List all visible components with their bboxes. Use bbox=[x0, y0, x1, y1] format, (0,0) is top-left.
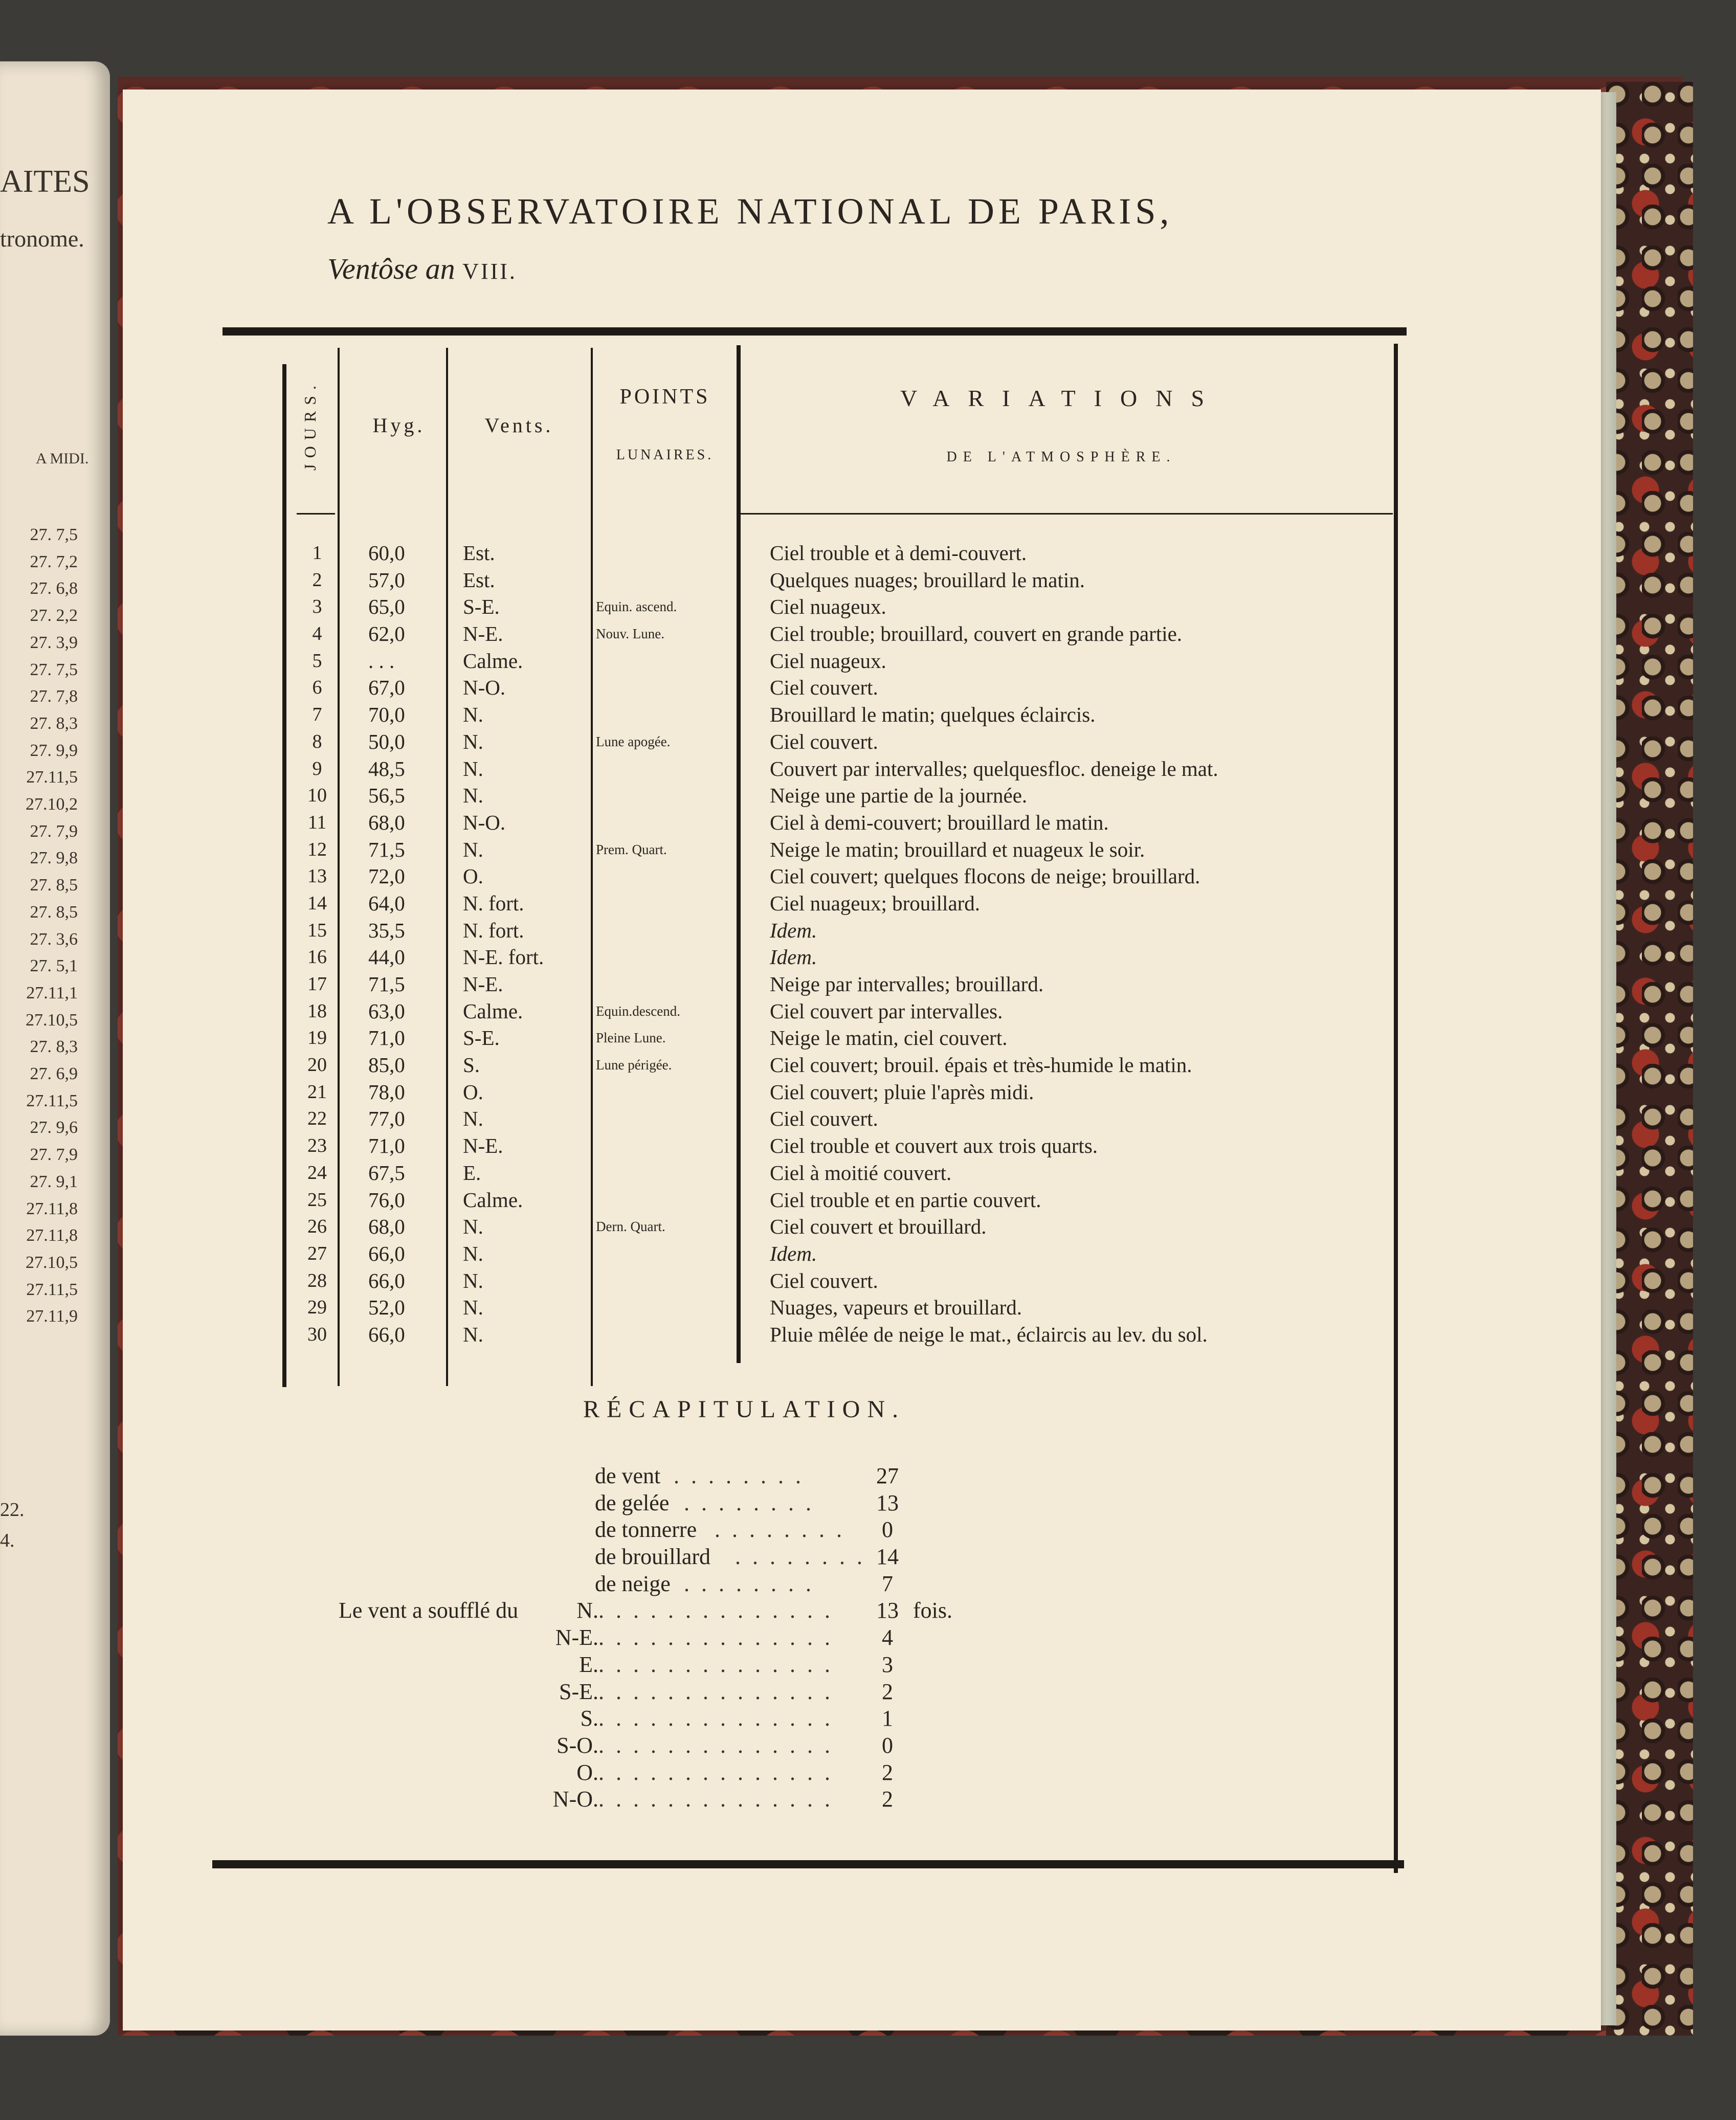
cell-wind: N. bbox=[463, 1215, 483, 1239]
cell-variation: Idem. bbox=[770, 1241, 817, 1265]
cell-lunar-point: Prem. Quart. bbox=[596, 841, 667, 857]
cell-day: 12 bbox=[307, 838, 327, 860]
header-variations: VARIATIONS bbox=[900, 385, 1223, 411]
table-row bbox=[0, 540, 1432, 567]
recap-wind-direction: E. bbox=[579, 1652, 598, 1677]
table-row bbox=[0, 728, 1432, 755]
table-row bbox=[0, 1105, 1432, 1132]
cell-lunar-point: Dern. Quart. bbox=[596, 1219, 665, 1235]
cell-wind: N-E. bbox=[463, 1134, 503, 1158]
cell-hygrometer: 85,0 bbox=[368, 1053, 405, 1077]
recap-wind-direction: N-E. bbox=[555, 1625, 598, 1650]
cell-hygrometer: 67,0 bbox=[368, 676, 405, 700]
cell-day: 3 bbox=[312, 596, 322, 618]
cell-lunar-point: Lune apogée. bbox=[596, 733, 671, 749]
left-page-value: 27. 9,6 bbox=[30, 1118, 78, 1137]
recap-dots: . . . . . . . . . . . . . . bbox=[598, 1732, 833, 1758]
cell-day: 23 bbox=[307, 1135, 327, 1157]
recap-day-line bbox=[0, 1544, 1432, 1571]
marbled-endpaper bbox=[1606, 82, 1693, 2036]
table-row bbox=[0, 809, 1432, 836]
cell-variation: Idem. bbox=[770, 945, 817, 969]
cell-hygrometer: 44,0 bbox=[368, 945, 405, 969]
table-row bbox=[0, 674, 1432, 701]
cell-wind: N. bbox=[463, 1296, 483, 1320]
left-page-value: 27. 3,9 bbox=[30, 633, 78, 652]
cell-variation: Quelques nuages; brouillard le matin. bbox=[770, 568, 1085, 592]
cell-variation: Ciel couvert; brouil. épais et très-humide le matin. bbox=[770, 1053, 1192, 1077]
recap-value: 0 bbox=[882, 1517, 893, 1543]
cell-day: 16 bbox=[307, 946, 327, 968]
cell-lunar-point: Equin. ascend. bbox=[596, 599, 677, 615]
header-atmosphere: DE L'ATMOSPHÈRE. bbox=[946, 449, 1176, 465]
cell-day: 28 bbox=[307, 1269, 327, 1291]
recap-day-line bbox=[0, 1571, 1432, 1598]
cell-lunar-point: Equin.descend. bbox=[596, 1003, 680, 1019]
header-points: POINTS bbox=[619, 385, 710, 409]
recap-value: 27 bbox=[876, 1463, 899, 1488]
recap-title: RÉCAPITULATION. bbox=[583, 1396, 905, 1423]
cell-wind: N-O. bbox=[463, 676, 506, 700]
cell-wind: O. bbox=[463, 1080, 483, 1104]
left-page-value: 27.10,5 bbox=[26, 1010, 78, 1030]
cell-hygrometer: 67,5 bbox=[368, 1161, 405, 1185]
recap-dots: . . . . . . . . bbox=[735, 1544, 865, 1570]
recap-value: 2 bbox=[882, 1759, 893, 1785]
left-page-value: 27. 9,9 bbox=[30, 741, 78, 760]
recap-dots: . . . . . . . . . . . . . . bbox=[598, 1787, 833, 1812]
left-page-value: 27.11,8 bbox=[26, 1226, 78, 1245]
table-row bbox=[0, 593, 1432, 620]
header-vents: Vents. bbox=[484, 414, 554, 437]
recap-wind-line bbox=[0, 1705, 1432, 1732]
cell-wind: N. bbox=[463, 703, 483, 727]
cell-variation: Neige par intervalles; brouillard. bbox=[770, 972, 1044, 996]
cell-day: 26 bbox=[307, 1216, 327, 1238]
cell-day: 24 bbox=[307, 1162, 327, 1184]
recap-value: 4 bbox=[882, 1625, 893, 1650]
table-row bbox=[0, 1024, 1432, 1052]
cell-hygrometer: 68,0 bbox=[368, 810, 405, 834]
recap-value: 0 bbox=[882, 1732, 893, 1758]
recap-wind-direction: N. bbox=[576, 1598, 598, 1623]
table-row bbox=[0, 701, 1432, 728]
cell-wind: N-E. bbox=[463, 972, 503, 996]
left-page-value: 27.11,5 bbox=[26, 1280, 78, 1299]
table-body bbox=[0, 540, 1432, 1348]
cell-day: 8 bbox=[312, 730, 322, 752]
table-row bbox=[0, 782, 1432, 809]
cell-variation: Neige une partie de la journée. bbox=[770, 784, 1028, 808]
table-bottom-rule bbox=[212, 1860, 1404, 1868]
cell-variation: Pluie mêlée de neige le mat., éclaircis au lev. du sol. bbox=[770, 1322, 1208, 1346]
cell-variation: Ciel couvert par intervalles. bbox=[770, 999, 1003, 1023]
left-page-value: 27.11,9 bbox=[26, 1307, 78, 1326]
left-page-bottom-a: 22. bbox=[0, 1499, 25, 1521]
recap-label: de brouillard bbox=[595, 1544, 711, 1570]
recap-wind-direction: S. bbox=[580, 1706, 598, 1731]
left-page-value: 27. 7,5 bbox=[30, 525, 78, 544]
recap-wind-line bbox=[0, 1679, 1432, 1706]
left-page-value: 27. 8,3 bbox=[30, 713, 78, 733]
page-edge bbox=[1601, 92, 1616, 2025]
cell-variation: Ciel trouble et en partie couvert. bbox=[770, 1188, 1041, 1212]
cell-wind: N-O. bbox=[463, 810, 506, 834]
recap-value: 13 bbox=[876, 1598, 899, 1623]
cell-day: 25 bbox=[307, 1189, 327, 1211]
cell-variation: Neige le matin; brouillard et nuageux le soir. bbox=[770, 837, 1145, 861]
recap-day-line bbox=[0, 1490, 1432, 1517]
cell-hygrometer: 66,0 bbox=[368, 1322, 405, 1346]
cell-hygrometer: 76,0 bbox=[368, 1188, 405, 1212]
cell-day: 11 bbox=[307, 811, 327, 833]
left-page-subheading: tronome. bbox=[0, 226, 84, 252]
left-page-value: 27. 3,6 bbox=[30, 929, 78, 949]
recap-wind-direction: S-E. bbox=[559, 1679, 598, 1704]
cell-hygrometer: . . . bbox=[368, 649, 395, 673]
cell-wind: S. bbox=[463, 1053, 480, 1077]
cell-day: 6 bbox=[312, 677, 322, 699]
cell-wind: N. fort. bbox=[463, 918, 524, 942]
cell-day: 7 bbox=[312, 704, 322, 726]
left-page-value: 27. 6,8 bbox=[30, 579, 78, 598]
recap-value: 3 bbox=[882, 1652, 893, 1677]
recap-label: de vent bbox=[595, 1463, 661, 1488]
cell-lunar-point: Nouv. Lune. bbox=[596, 626, 664, 642]
cell-wind: N. bbox=[463, 1322, 483, 1346]
cell-variation: Brouillard le matin; quelques éclaircis. bbox=[770, 703, 1096, 727]
recap-value: 7 bbox=[882, 1571, 893, 1596]
subtitle-month: Ventôse an bbox=[327, 252, 455, 285]
recap-wind-line bbox=[0, 1597, 1432, 1624]
cell-hygrometer: 48,5 bbox=[368, 756, 405, 780]
cell-wind: Calme. bbox=[463, 999, 523, 1023]
cell-hygrometer: 63,0 bbox=[368, 999, 405, 1023]
cell-hygrometer: 71,0 bbox=[368, 1134, 405, 1158]
header-lunaires: LUNAIRES. bbox=[616, 447, 714, 463]
cell-hygrometer: 78,0 bbox=[368, 1080, 405, 1104]
recap-label: de tonnerre bbox=[595, 1517, 697, 1543]
cell-hygrometer: 72,0 bbox=[368, 864, 405, 888]
cell-day: 10 bbox=[307, 785, 327, 807]
cell-hygrometer: 77,0 bbox=[368, 1107, 405, 1131]
cell-variation: Ciel couvert; pluie l'après midi. bbox=[770, 1080, 1034, 1104]
header-rule bbox=[741, 513, 1393, 515]
cell-variation: Ciel couvert. bbox=[770, 729, 878, 753]
cell-wind: Est. bbox=[463, 541, 495, 565]
left-page-value: 27. 7,2 bbox=[30, 552, 78, 571]
cell-hygrometer: 62,0 bbox=[368, 622, 405, 646]
recap-dots: . . . . . . . . bbox=[684, 1490, 814, 1515]
cell-hygrometer: 70,0 bbox=[368, 703, 405, 727]
subtitle-year: VIII. bbox=[462, 259, 517, 284]
recap-label: de neige bbox=[595, 1571, 671, 1596]
cell-variation: Ciel nuageux. bbox=[770, 649, 886, 673]
recap-value: 1 bbox=[882, 1706, 893, 1731]
recap-dots: . . . . . . . . bbox=[674, 1463, 804, 1488]
table-row bbox=[0, 998, 1432, 1025]
cell-wind: Est. bbox=[463, 568, 495, 592]
cell-wind: N-E. bbox=[463, 622, 503, 646]
recap-dots: . . . . . . . . . . . . . . bbox=[598, 1598, 833, 1623]
left-page-value: 27. 7,9 bbox=[30, 821, 78, 841]
recap-wind-line bbox=[0, 1624, 1432, 1652]
recap-label: de gelée bbox=[595, 1490, 670, 1515]
cell-day: 27 bbox=[307, 1242, 327, 1264]
cell-day: 1 bbox=[312, 542, 322, 564]
recap-day-line bbox=[0, 1463, 1432, 1490]
left-page-value: 27.11,5 bbox=[26, 1091, 78, 1110]
cell-hygrometer: 64,0 bbox=[368, 891, 405, 915]
cell-variation: Ciel couvert; quelques flocons de neige; brouillard. bbox=[770, 864, 1200, 888]
table-row bbox=[0, 1187, 1432, 1214]
cell-wind: N. bbox=[463, 1107, 483, 1131]
recap-dots: . . . . . . . . . . . . . . bbox=[598, 1679, 833, 1704]
cell-hygrometer: 71,5 bbox=[368, 837, 405, 861]
table-row bbox=[0, 1321, 1432, 1348]
table-row bbox=[0, 755, 1432, 783]
cell-hygrometer: 52,0 bbox=[368, 1296, 405, 1320]
cell-variation: Ciel à demi-couvert; brouillard le matin. bbox=[770, 810, 1109, 834]
cell-variation: Neige le matin, ciel couvert. bbox=[770, 1026, 1008, 1050]
cell-wind: N. bbox=[463, 1268, 483, 1292]
left-page-value: 27. 5,1 bbox=[30, 956, 78, 976]
cell-day: 4 bbox=[312, 623, 322, 645]
table-row bbox=[0, 944, 1432, 971]
cell-hygrometer: 66,0 bbox=[368, 1241, 405, 1265]
left-page-value: 27. 7,5 bbox=[30, 660, 78, 679]
cell-day: 18 bbox=[307, 1000, 327, 1022]
table-row bbox=[0, 1294, 1432, 1321]
table-row bbox=[0, 917, 1432, 944]
cell-day: 30 bbox=[307, 1323, 327, 1345]
cell-hygrometer: 66,0 bbox=[368, 1268, 405, 1292]
cell-hygrometer: 35,5 bbox=[368, 918, 405, 942]
recap-dots: . . . . . . . . bbox=[715, 1517, 845, 1543]
recap-wind-direction: S-O. bbox=[557, 1732, 598, 1758]
cell-day: 9 bbox=[312, 757, 322, 779]
table-row bbox=[0, 1079, 1432, 1106]
table-row bbox=[0, 1267, 1432, 1295]
recap-dots: . . . . . . . . . . . . . . bbox=[598, 1625, 833, 1650]
recap-wind-line bbox=[0, 1786, 1432, 1813]
cell-hygrometer: 68,0 bbox=[368, 1215, 405, 1239]
cell-wind: S-E. bbox=[463, 1026, 500, 1050]
cell-day: 22 bbox=[307, 1108, 327, 1130]
cell-wind: E. bbox=[463, 1161, 481, 1185]
cell-day: 21 bbox=[307, 1081, 327, 1103]
table-row bbox=[0, 971, 1432, 998]
recap-value: 13 bbox=[876, 1490, 899, 1515]
cell-wind: N. fort. bbox=[463, 891, 524, 915]
recap-day-line bbox=[0, 1516, 1432, 1544]
cell-hygrometer: 71,5 bbox=[368, 972, 405, 996]
cell-variation: Ciel couvert et brouillard. bbox=[770, 1215, 987, 1239]
cell-lunar-point: Pleine Lune. bbox=[596, 1030, 666, 1046]
header-hyg: Hyg. bbox=[372, 414, 426, 437]
left-page-value: 27. 2,2 bbox=[30, 606, 78, 626]
table-row bbox=[0, 863, 1432, 890]
recap-wind-direction: N-O. bbox=[552, 1787, 598, 1812]
cell-variation: Nuages, vapeurs et brouillard. bbox=[770, 1296, 1022, 1320]
cell-wind: S-E. bbox=[463, 595, 500, 619]
cell-variation: Ciel à moitié couvert. bbox=[770, 1161, 952, 1185]
cell-hygrometer: 50,0 bbox=[368, 729, 405, 753]
cell-variation: Couvert par intervalles; quelquesfloc. deneige le mat. bbox=[770, 756, 1218, 780]
recap-wind-direction: O. bbox=[576, 1759, 598, 1785]
cell-wind: N. bbox=[463, 1241, 483, 1265]
recap-wind-line bbox=[0, 1759, 1432, 1787]
cell-day: 14 bbox=[307, 892, 327, 914]
table-row bbox=[0, 1213, 1432, 1240]
table-row bbox=[0, 836, 1432, 863]
left-page-value: 27. 8,5 bbox=[30, 876, 78, 895]
cell-lunar-point: Lune périgée. bbox=[596, 1057, 672, 1073]
cell-hygrometer: 65,0 bbox=[368, 595, 405, 619]
recap-wind-unit: fois. bbox=[913, 1598, 952, 1623]
cell-wind: N. bbox=[463, 784, 483, 808]
cell-day: 2 bbox=[312, 569, 322, 591]
left-page-value: 27.11,1 bbox=[26, 983, 78, 1002]
cell-wind: N-E. fort. bbox=[463, 945, 544, 969]
left-page-value: 27. 8,5 bbox=[30, 902, 78, 922]
cell-hygrometer: 56,5 bbox=[368, 784, 405, 808]
cell-day: 5 bbox=[312, 650, 322, 672]
cell-hygrometer: 57,0 bbox=[368, 568, 405, 592]
table-row bbox=[0, 648, 1432, 675]
left-page-value: 27.10,5 bbox=[26, 1253, 78, 1272]
cell-hygrometer: 71,0 bbox=[368, 1026, 405, 1050]
recap-block bbox=[0, 1463, 1432, 1813]
cell-day: 13 bbox=[307, 865, 327, 887]
cell-day: 15 bbox=[307, 919, 327, 941]
left-page-value: 27.11,5 bbox=[26, 768, 78, 787]
cell-variation: Ciel couvert. bbox=[770, 676, 878, 700]
cell-variation: Ciel couvert. bbox=[770, 1107, 878, 1131]
cell-day: 17 bbox=[307, 973, 327, 995]
left-page-value: 27. 6,9 bbox=[30, 1064, 78, 1084]
left-page-heading: AITES bbox=[0, 164, 90, 199]
left-page-value: 27.10,2 bbox=[26, 795, 78, 814]
page-subtitle bbox=[327, 252, 517, 286]
table-row bbox=[0, 1240, 1432, 1267]
table-row bbox=[0, 620, 1432, 648]
recap-value: 2 bbox=[882, 1679, 893, 1704]
recap-dots: . . . . . . . . . . . . . . bbox=[598, 1652, 833, 1677]
cell-wind: N. bbox=[463, 729, 483, 753]
header-jours: JOURS. bbox=[301, 380, 319, 471]
left-page-value: 27. 8,3 bbox=[30, 1037, 78, 1057]
cell-variation: Ciel nuageux. bbox=[770, 595, 886, 619]
left-page-value: 27. 7,9 bbox=[30, 1145, 78, 1165]
header-rule-jours bbox=[297, 513, 335, 515]
cell-wind: Calme. bbox=[463, 649, 523, 673]
table-row bbox=[0, 567, 1432, 594]
cell-hygrometer: 60,0 bbox=[368, 541, 405, 565]
recap-wind-line bbox=[0, 1732, 1432, 1759]
cell-variation: Ciel trouble; brouillard, couvert en grande partie. bbox=[770, 622, 1183, 646]
left-page-bottom-b: 4. bbox=[0, 1530, 15, 1551]
cell-wind: O. bbox=[463, 864, 483, 888]
table-row bbox=[0, 1052, 1432, 1079]
cell-variation: Ciel trouble et couvert aux trois quarts. bbox=[770, 1134, 1098, 1158]
recap-dots: . . . . . . . . . . . . . . bbox=[598, 1706, 833, 1731]
recap-wind-intro: Le vent a soufflé du bbox=[339, 1598, 519, 1623]
table-row bbox=[0, 1159, 1432, 1187]
cell-variation: Ciel trouble et à demi-couvert. bbox=[770, 541, 1027, 565]
left-page-value: 27. 7,8 bbox=[30, 687, 78, 706]
cell-variation: Ciel nuageux; brouillard. bbox=[770, 891, 981, 915]
cell-variation: Ciel couvert. bbox=[770, 1268, 878, 1292]
recap-dots: . . . . . . . . . . . . . . bbox=[598, 1759, 833, 1785]
recap-wind-line bbox=[0, 1652, 1432, 1679]
table-row bbox=[0, 890, 1432, 917]
recap-value: 14 bbox=[876, 1544, 899, 1570]
table-row bbox=[0, 1132, 1432, 1159]
cell-wind: N. bbox=[463, 756, 483, 780]
left-page-value: 27. 9,8 bbox=[30, 849, 78, 868]
cell-day: 29 bbox=[307, 1297, 327, 1319]
left-page-col-header: A MIDI. bbox=[36, 450, 89, 467]
cell-wind: Calme. bbox=[463, 1188, 523, 1212]
page-title: A L'OBSERVATOIRE NATIONAL DE PARIS, bbox=[327, 191, 1173, 232]
cell-variation: Idem. bbox=[770, 918, 817, 942]
table-top-rule bbox=[222, 327, 1407, 336]
left-page-value: 27. 9,1 bbox=[30, 1172, 78, 1191]
cell-day: 19 bbox=[307, 1027, 327, 1049]
cell-wind: N. bbox=[463, 837, 483, 861]
left-page-value: 27.11,8 bbox=[26, 1199, 78, 1218]
recap-value: 2 bbox=[882, 1787, 893, 1812]
cell-day: 20 bbox=[307, 1054, 327, 1076]
recap-dots: . . . . . . . . bbox=[684, 1571, 814, 1596]
